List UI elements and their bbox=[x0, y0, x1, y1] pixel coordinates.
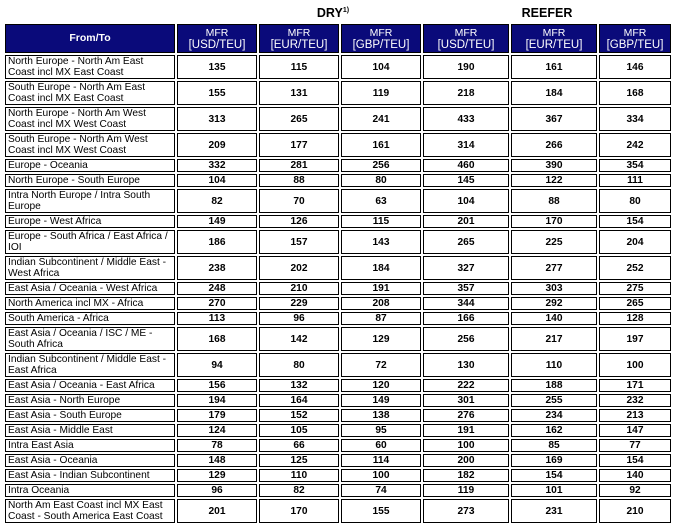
rate-value-cell: 72 bbox=[341, 353, 421, 377]
route-cell: North Europe - South Europe bbox=[5, 174, 175, 187]
dry-group-label bbox=[250, 6, 416, 20]
table-row bbox=[5, 297, 671, 310]
rate-value-cell: 100 bbox=[423, 439, 509, 452]
rate-value-cell: 147 bbox=[599, 424, 671, 437]
rate-value-cell: 156 bbox=[177, 379, 257, 392]
table-row bbox=[5, 409, 671, 422]
rate-value-cell: 184 bbox=[341, 256, 421, 280]
rate-value-cell: 277 bbox=[511, 256, 597, 280]
rate-value-cell: 104 bbox=[341, 55, 421, 79]
header-mfr: MFR bbox=[369, 26, 393, 39]
rate-value-cell: 60 bbox=[341, 439, 421, 452]
rate-value-cell: 229 bbox=[259, 297, 339, 310]
rate-value-cell: 96 bbox=[259, 312, 339, 325]
route-cell: Indian Subcontinent / Middle East - East Africa bbox=[5, 353, 175, 377]
rate-value-cell: 232 bbox=[599, 394, 671, 407]
rate-value-cell: 96 bbox=[177, 484, 257, 497]
rate-value-cell: 222 bbox=[423, 379, 509, 392]
rate-value-cell: 168 bbox=[599, 81, 671, 105]
route-cell: East Asia - Indian Subcontinent bbox=[5, 469, 175, 482]
rate-value-cell: 154 bbox=[599, 454, 671, 467]
rate-value-cell: 204 bbox=[599, 230, 671, 254]
rate-value-cell: 157 bbox=[259, 230, 339, 254]
dry-gbp-column-header bbox=[341, 24, 421, 53]
rate-value-cell: 170 bbox=[259, 499, 339, 523]
rate-value-cell: 125 bbox=[259, 454, 339, 467]
table-row bbox=[5, 174, 671, 187]
rate-value-cell: 70 bbox=[259, 189, 339, 213]
rate-value-cell: 142 bbox=[259, 327, 339, 351]
table-header-row bbox=[5, 24, 671, 53]
route-cell: Intra North Europe / Intra South Europe bbox=[5, 189, 175, 213]
header-mfr: MFR bbox=[542, 26, 566, 39]
rate-value-cell: 124 bbox=[177, 424, 257, 437]
route-cell: East Asia - Middle East bbox=[5, 424, 175, 437]
rate-value-cell: 266 bbox=[511, 133, 597, 157]
route-cell: East Asia / Oceania / ISC / ME - South Africa bbox=[5, 327, 175, 351]
rate-value-cell: 292 bbox=[511, 297, 597, 310]
header-unit: [USD/TEU] bbox=[188, 38, 246, 51]
table-row bbox=[5, 469, 671, 482]
rate-value-cell: 197 bbox=[599, 327, 671, 351]
rate-value-cell: 110 bbox=[259, 469, 339, 482]
header-mfr: MFR bbox=[205, 26, 229, 39]
rate-value-cell: 95 bbox=[341, 424, 421, 437]
rate-value-cell: 344 bbox=[423, 297, 509, 310]
rate-value-cell: 162 bbox=[511, 424, 597, 437]
rate-value-cell: 241 bbox=[341, 107, 421, 131]
rate-value-cell: 122 bbox=[511, 174, 597, 187]
rate-value-cell: 242 bbox=[599, 133, 671, 157]
rate-value-cell: 184 bbox=[511, 81, 597, 105]
rate-value-cell: 105 bbox=[259, 424, 339, 437]
rate-value-cell: 94 bbox=[177, 353, 257, 377]
rate-value-cell: 132 bbox=[259, 379, 339, 392]
table-row bbox=[5, 327, 671, 351]
header-mfr: MFR bbox=[287, 26, 311, 39]
table-row bbox=[5, 394, 671, 407]
route-cell: East Asia - North Europe bbox=[5, 394, 175, 407]
rate-value-cell: 225 bbox=[511, 230, 597, 254]
rate-value-cell: 171 bbox=[599, 379, 671, 392]
rate-table-body bbox=[5, 55, 671, 523]
rate-value-cell: 130 bbox=[423, 353, 509, 377]
rate-value-cell: 234 bbox=[511, 409, 597, 422]
rate-value-cell: 92 bbox=[599, 484, 671, 497]
rate-value-cell: 169 bbox=[511, 454, 597, 467]
table-row bbox=[5, 439, 671, 452]
dry-label-text: DRY bbox=[316, 6, 343, 20]
rate-value-cell: 170 bbox=[511, 215, 597, 228]
rate-value-cell: 248 bbox=[177, 282, 257, 295]
route-cell: Europe - South Africa / East Africa / IOI bbox=[5, 230, 175, 254]
rate-value-cell: 218 bbox=[423, 81, 509, 105]
rate-value-cell: 87 bbox=[341, 312, 421, 325]
rate-value-cell: 88 bbox=[259, 174, 339, 187]
table-row bbox=[5, 282, 671, 295]
route-cell: Europe - Oceania bbox=[5, 159, 175, 172]
rate-value-cell: 140 bbox=[511, 312, 597, 325]
rate-value-cell: 161 bbox=[341, 133, 421, 157]
rate-value-cell: 168 bbox=[177, 327, 257, 351]
rate-value-cell: 154 bbox=[599, 215, 671, 228]
route-cell: East Asia - Oceania bbox=[5, 454, 175, 467]
rate-value-cell: 66 bbox=[259, 439, 339, 452]
rate-value-cell: 179 bbox=[177, 409, 257, 422]
rate-value-cell: 327 bbox=[423, 256, 509, 280]
rate-value-cell: 154 bbox=[511, 469, 597, 482]
rate-value-cell: 354 bbox=[599, 159, 671, 172]
rate-value-cell: 238 bbox=[177, 256, 257, 280]
rate-value-cell: 115 bbox=[341, 215, 421, 228]
rate-value-cell: 209 bbox=[177, 133, 257, 157]
route-cell: North Europe - North Am East Coast incl MX East Coast bbox=[5, 55, 175, 79]
route-cell: North America incl MX - Africa bbox=[5, 297, 175, 310]
rate-value-cell: 119 bbox=[341, 81, 421, 105]
rate-value-cell: 63 bbox=[341, 189, 421, 213]
rate-value-cell: 100 bbox=[341, 469, 421, 482]
table-row bbox=[5, 215, 671, 228]
rate-value-cell: 252 bbox=[599, 256, 671, 280]
rate-value-cell: 149 bbox=[341, 394, 421, 407]
header-mfr: MFR bbox=[623, 26, 647, 39]
table-row bbox=[5, 159, 671, 172]
reefer-usd-column-header bbox=[423, 24, 509, 53]
rate-value-cell: 213 bbox=[599, 409, 671, 422]
header-unit: [EUR/TEU] bbox=[270, 38, 328, 51]
table-row bbox=[5, 499, 671, 523]
rate-value-cell: 182 bbox=[423, 469, 509, 482]
dry-usd-column-header bbox=[177, 24, 257, 53]
rate-value-cell: 281 bbox=[259, 159, 339, 172]
route-cell: Europe - West Africa bbox=[5, 215, 175, 228]
rate-value-cell: 210 bbox=[599, 499, 671, 523]
rate-value-cell: 80 bbox=[599, 189, 671, 213]
route-cell: South Europe - North Am West Coast incl MX West Coast bbox=[5, 133, 175, 157]
rate-value-cell: 88 bbox=[511, 189, 597, 213]
rate-value-cell: 191 bbox=[423, 424, 509, 437]
group-header-bar bbox=[0, 0, 675, 22]
rate-value-cell: 120 bbox=[341, 379, 421, 392]
rate-value-cell: 265 bbox=[423, 230, 509, 254]
rate-value-cell: 111 bbox=[599, 174, 671, 187]
rate-value-cell: 80 bbox=[341, 174, 421, 187]
rate-value-cell: 155 bbox=[177, 81, 257, 105]
rate-value-cell: 201 bbox=[177, 499, 257, 523]
rate-value-cell: 78 bbox=[177, 439, 257, 452]
route-cell: East Asia - South Europe bbox=[5, 409, 175, 422]
header-mfr: MFR bbox=[454, 26, 478, 39]
route-cell: North Europe - North Am West Coast incl MX West Coast bbox=[5, 107, 175, 131]
route-cell: South Europe - North Am East Coast incl MX East Coast bbox=[5, 81, 175, 105]
rate-value-cell: 82 bbox=[259, 484, 339, 497]
table-row bbox=[5, 256, 671, 280]
rate-value-cell: 357 bbox=[423, 282, 509, 295]
route-cell: South America - Africa bbox=[5, 312, 175, 325]
header-unit: [GBP/TEU] bbox=[352, 38, 410, 51]
table-row bbox=[5, 424, 671, 437]
table-row bbox=[5, 189, 671, 213]
table-row bbox=[5, 454, 671, 467]
dry-footnote: 1) bbox=[342, 6, 350, 14]
route-cell: North Am East Coast incl MX East Coast - South America East Coast bbox=[5, 499, 175, 523]
rate-value-cell: 460 bbox=[423, 159, 509, 172]
rate-value-cell: 255 bbox=[511, 394, 597, 407]
rate-value-cell: 190 bbox=[423, 55, 509, 79]
rate-value-cell: 177 bbox=[259, 133, 339, 157]
rate-value-cell: 231 bbox=[511, 499, 597, 523]
rate-value-cell: 77 bbox=[599, 439, 671, 452]
rate-value-cell: 367 bbox=[511, 107, 597, 131]
rate-value-cell: 202 bbox=[259, 256, 339, 280]
rate-value-cell: 138 bbox=[341, 409, 421, 422]
rate-value-cell: 166 bbox=[423, 312, 509, 325]
rate-value-cell: 303 bbox=[511, 282, 597, 295]
table-row bbox=[5, 81, 671, 105]
rate-value-cell: 194 bbox=[177, 394, 257, 407]
header-unit: [USD/TEU] bbox=[437, 38, 495, 51]
rate-value-cell: 270 bbox=[177, 297, 257, 310]
rate-value-cell: 85 bbox=[511, 439, 597, 452]
rate-value-cell: 146 bbox=[599, 55, 671, 79]
rate-value-cell: 143 bbox=[341, 230, 421, 254]
rate-value-cell: 119 bbox=[423, 484, 509, 497]
rate-value-cell: 126 bbox=[259, 215, 339, 228]
reefer-gbp-column-header bbox=[599, 24, 671, 53]
rate-value-cell: 275 bbox=[599, 282, 671, 295]
rate-value-cell: 273 bbox=[423, 499, 509, 523]
rate-value-cell: 265 bbox=[259, 107, 339, 131]
rate-value-cell: 200 bbox=[423, 454, 509, 467]
route-cell: East Asia / Oceania - West Africa bbox=[5, 282, 175, 295]
rate-value-cell: 191 bbox=[341, 282, 421, 295]
rate-value-cell: 74 bbox=[341, 484, 421, 497]
rate-value-cell: 129 bbox=[177, 469, 257, 482]
rate-value-cell: 155 bbox=[341, 499, 421, 523]
rate-value-cell: 110 bbox=[511, 353, 597, 377]
rate-value-cell: 140 bbox=[599, 469, 671, 482]
table-row bbox=[5, 133, 671, 157]
route-cell: East Asia / Oceania - East Africa bbox=[5, 379, 175, 392]
rate-value-cell: 201 bbox=[423, 215, 509, 228]
header-unit: [EUR/TEU] bbox=[525, 38, 583, 51]
rate-value-cell: 101 bbox=[511, 484, 597, 497]
rate-value-cell: 131 bbox=[259, 81, 339, 105]
table-row bbox=[5, 379, 671, 392]
rate-value-cell: 188 bbox=[511, 379, 597, 392]
table-row bbox=[5, 230, 671, 254]
dry-eur-column-header bbox=[259, 24, 339, 53]
rate-value-cell: 145 bbox=[423, 174, 509, 187]
table-row bbox=[5, 484, 671, 497]
route-cell: Intra Oceania bbox=[5, 484, 175, 497]
rate-value-cell: 390 bbox=[511, 159, 597, 172]
reefer-group-label: REEFER bbox=[521, 6, 573, 20]
rate-value-cell: 128 bbox=[599, 312, 671, 325]
rate-value-cell: 332 bbox=[177, 159, 257, 172]
rate-value-cell: 265 bbox=[599, 297, 671, 310]
route-cell: Indian Subcontinent / Middle East - West Africa bbox=[5, 256, 175, 280]
rate-value-cell: 135 bbox=[177, 55, 257, 79]
rate-value-cell: 164 bbox=[259, 394, 339, 407]
rate-value-cell: 313 bbox=[177, 107, 257, 131]
header-unit: [GBP/TEU] bbox=[606, 38, 664, 51]
rate-value-cell: 129 bbox=[341, 327, 421, 351]
rate-value-cell: 208 bbox=[341, 297, 421, 310]
rate-value-cell: 104 bbox=[423, 189, 509, 213]
rate-value-cell: 186 bbox=[177, 230, 257, 254]
rate-value-cell: 149 bbox=[177, 215, 257, 228]
rate-value-cell: 80 bbox=[259, 353, 339, 377]
rate-value-cell: 82 bbox=[177, 189, 257, 213]
rate-value-cell: 256 bbox=[423, 327, 509, 351]
table-row bbox=[5, 312, 671, 325]
table-row bbox=[5, 55, 671, 79]
rate-value-cell: 113 bbox=[177, 312, 257, 325]
rate-value-cell: 114 bbox=[341, 454, 421, 467]
rate-value-cell: 100 bbox=[599, 353, 671, 377]
rate-value-cell: 104 bbox=[177, 174, 257, 187]
rate-value-cell: 301 bbox=[423, 394, 509, 407]
reefer-eur-column-header bbox=[511, 24, 597, 53]
rate-table bbox=[3, 22, 673, 525]
table-row bbox=[5, 107, 671, 131]
route-cell: Intra East Asia bbox=[5, 439, 175, 452]
rate-value-cell: 334 bbox=[599, 107, 671, 131]
rate-value-cell: 433 bbox=[423, 107, 509, 131]
table-row bbox=[5, 353, 671, 377]
route-column-header: From/To bbox=[5, 24, 175, 53]
rate-value-cell: 210 bbox=[259, 282, 339, 295]
rate-value-cell: 256 bbox=[341, 159, 421, 172]
rate-value-cell: 152 bbox=[259, 409, 339, 422]
rate-value-cell: 217 bbox=[511, 327, 597, 351]
rate-value-cell: 161 bbox=[511, 55, 597, 79]
rate-value-cell: 115 bbox=[259, 55, 339, 79]
rate-value-cell: 314 bbox=[423, 133, 509, 157]
rate-value-cell: 276 bbox=[423, 409, 509, 422]
rate-value-cell: 148 bbox=[177, 454, 257, 467]
